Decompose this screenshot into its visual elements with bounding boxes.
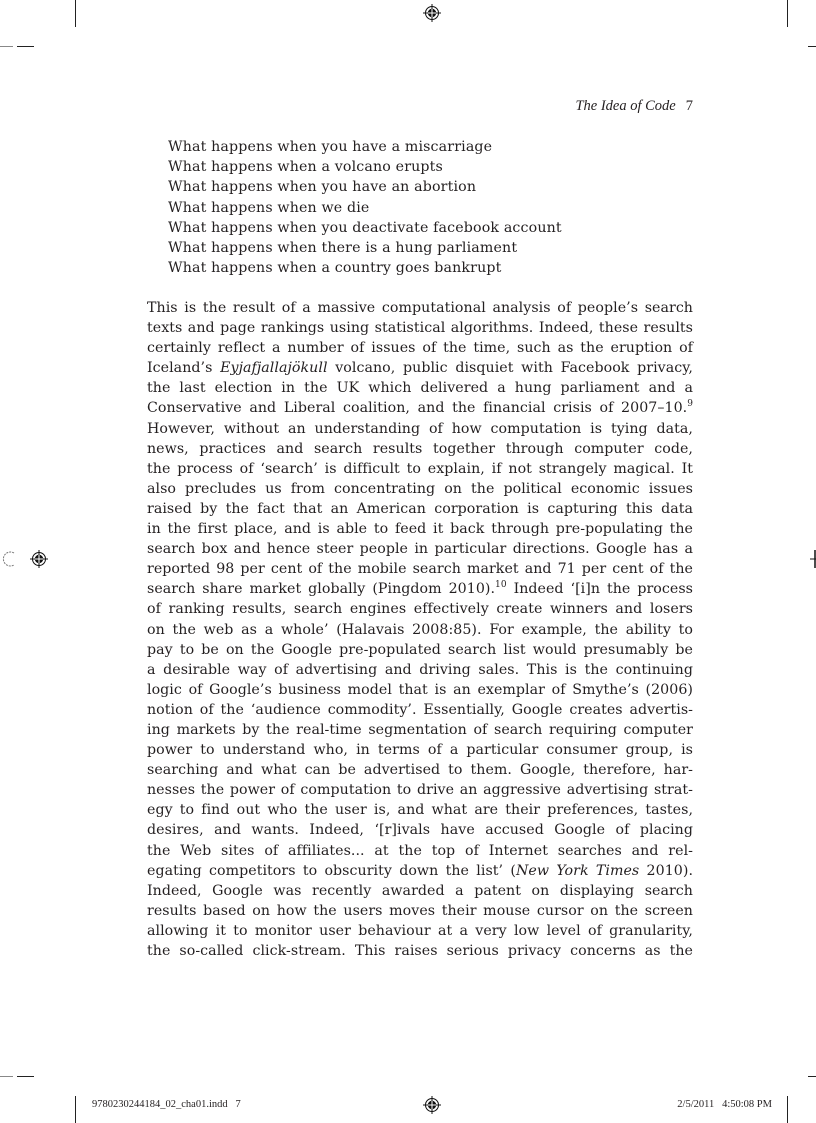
registration-mark-left-icon <box>30 550 48 568</box>
text-line: the process of ‘search’ is difficult to explain, if not strangely magical. It <box>147 460 693 477</box>
text-line: logic of Google’s business model that is an exemplar of Smythe’s (2006) <box>147 681 693 698</box>
text-segment: search share market globally (Pingdom 2010). <box>147 581 496 598</box>
text-line: egy to find out who the user is, and what are their preferences, tastes, <box>147 802 693 819</box>
crop-mark-top-left-horizontal-b <box>17 46 34 47</box>
text-line: ing markets by the real-time segmentation of search requiring computer <box>147 721 693 738</box>
crop-mark-bottom-left-horizontal-b <box>17 1076 34 1077</box>
crop-mark-bottom-right-horizontal <box>808 1076 816 1077</box>
text-line <box>147 358 693 378</box>
text-line: the last election in the UK which delivered a hung parliament and a <box>147 380 693 397</box>
text-line: a desirable way of advertising and driving sales. This is the continuing <box>147 661 693 678</box>
text-line: This is the result of a massive computational analysis of people’s search <box>147 300 693 316</box>
text-line: pay to be on the Google pre-populated search list would presumably be <box>147 641 693 658</box>
text-line: the Web sites of affiliates... at the top of Internet searches and rel- <box>147 842 693 859</box>
text-line: also precludes us from concentrating on the political economic issues <box>147 480 693 497</box>
text-line: allowing it to monitor user behaviour at a very low level of granularity, <box>147 922 693 939</box>
text-segment: egating competitors to obscurity down the list’ ( <box>147 862 516 879</box>
text-line: nesses the power of computation to drive an aggressive advertising strat- <box>147 782 693 799</box>
list-item: What happens when there is a hung parliament <box>168 240 518 257</box>
page-number: 7 <box>685 98 693 114</box>
text-segment: Iceland’s <box>147 360 221 377</box>
list-item: What happens when we die <box>168 199 370 216</box>
search-suggestion-list <box>168 137 562 278</box>
text-line: power to understand who, in terms of a particular consumer group, is <box>147 742 693 759</box>
footnote-ref: 9 <box>687 399 693 410</box>
text-line: results based on how the users moves their mouse cursor on the screen <box>147 902 693 919</box>
text-line: notion of the ‘audience commodity’. Essentially, Google creates advertis- <box>147 701 693 718</box>
crop-mark-top-left-vertical <box>75 0 76 27</box>
partial-circle-mark-left-icon <box>0 550 16 568</box>
text-line: certainly reflect a number of issues of the time, such as the eruption of <box>147 340 693 357</box>
list-item: What happens when a country goes bankrupt <box>168 260 502 277</box>
text-line: search box and hence steer people in particular directions. Google has a <box>147 541 693 558</box>
list-item: What happens when you have an abortion <box>168 179 477 196</box>
text-line <box>147 398 693 418</box>
text-line: searching and what can be advertised to them. Google, therefore, har- <box>147 762 693 779</box>
text-line: raised by the fact that an American corporation is capturing this data <box>147 500 693 517</box>
text-line: desires, and wants. Indeed, ‘[r]ivals have accused Google of placing <box>147 822 693 839</box>
footnote-ref: 10 <box>495 580 507 591</box>
list-item: What happens when you deactivate facebook account <box>168 219 562 236</box>
text-segment: Conservative and Liberal coalition, and the financial crisis of 2007–10. <box>147 400 688 417</box>
text-line: the so-called click-stream. This raises serious privacy concerns as the <box>147 943 693 959</box>
crop-mark-top-right-horizontal <box>808 46 816 47</box>
text-line: Indeed, Google was recently awarded a patent on displaying search <box>147 882 693 899</box>
text-line <box>147 861 693 881</box>
text-line: in the first place, and is able to feed it back through pre-populating the <box>147 521 693 538</box>
text-line: texts and page rankings using statistical algorithms. Indeed, these results <box>147 320 693 337</box>
text-segment: 2010). <box>639 862 693 879</box>
body-paragraph <box>147 298 693 961</box>
text-line <box>147 579 693 599</box>
text-line: reported 98 per cent of the mobile search market and 71 per cent of the <box>147 561 693 578</box>
italic-volcano-name: Eyjafjallajökull <box>220 360 328 377</box>
italic-publication-name: New York Times <box>515 862 640 879</box>
registration-mark-bottom-icon <box>423 1096 441 1114</box>
text-line: on the web as a whole’ (Halavais 2008:85). For example, the ability to <box>147 621 693 638</box>
crop-mark-top-right-vertical <box>787 0 788 27</box>
crop-mark-top-left-horizontal-a <box>0 46 13 47</box>
running-head-title: The Idea of Code <box>575 98 676 114</box>
crop-mark-bottom-right-vertical <box>787 1096 788 1123</box>
text-segment: volcano, public disquiet with Facebook privacy, <box>327 360 693 377</box>
running-head <box>575 98 693 115</box>
text-line: However, without an understanding of how computation is tying data, <box>147 420 693 437</box>
text-line: of ranking results, search engines effectively create winners and losers <box>147 601 693 618</box>
crop-mark-bottom-left-vertical <box>75 1096 76 1123</box>
text-line: news, practices and search results together through computer code, <box>147 440 693 457</box>
registration-mark-right-partial-icon <box>810 550 816 568</box>
crop-mark-bottom-left-horizontal-a <box>0 1076 13 1077</box>
slug-timestamp: 2/5/2011 4:50:08 PM <box>677 1099 772 1110</box>
text-segment: Indeed ‘[i]n the process <box>506 581 693 598</box>
registration-mark-top-icon <box>423 4 441 22</box>
list-item: What happens when a volcano erupts <box>168 159 443 176</box>
list-item: What happens when you have a miscarriage <box>168 139 493 155</box>
slug-file-name: 9780230244184_02_cha01.indd 7 <box>92 1099 241 1110</box>
